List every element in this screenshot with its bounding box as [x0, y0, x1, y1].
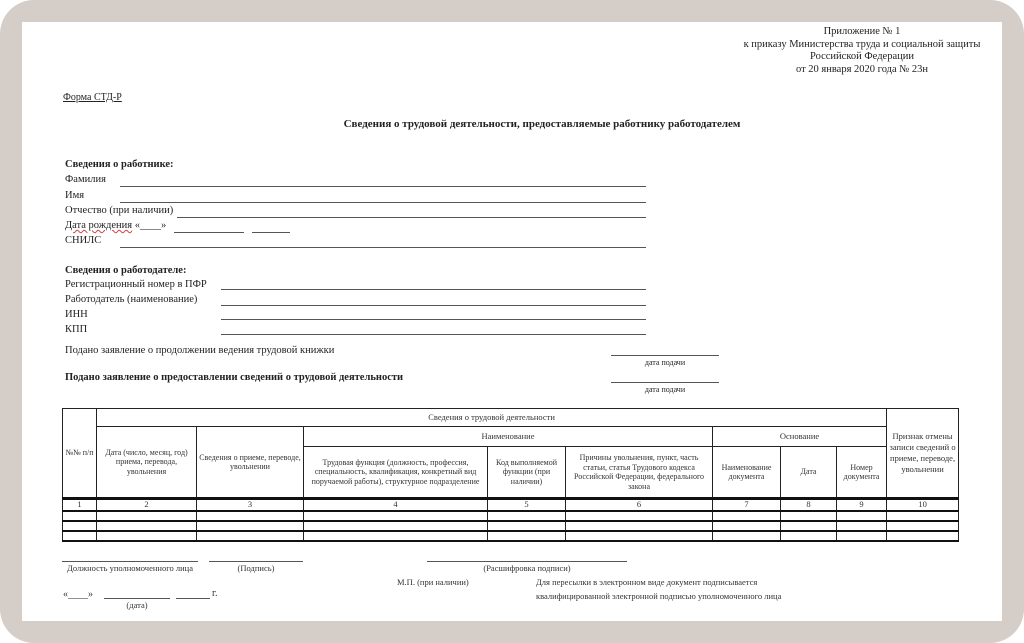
signature-field[interactable] — [209, 561, 303, 562]
col-index-9: 9 — [837, 499, 887, 511]
birthdate-day[interactable]: «____» — [134, 220, 167, 231]
document-title: Сведения о трудовой деятельности, предоставляемые работнику работодателем — [343, 118, 741, 130]
provide-info-date-caption: дата подачи — [644, 385, 686, 394]
signature-decoding-field[interactable] — [427, 561, 627, 562]
col-index-6: 6 — [566, 499, 713, 511]
employer-name-field[interactable] — [221, 305, 646, 306]
electronic-note-line-1: Для пересылки в электронном виде документ подписывается — [536, 577, 758, 587]
header-col-cancel: Признак отмены записи сведений о приеме, переводе, увольнении — [887, 409, 959, 499]
birthdate-year-field[interactable] — [252, 232, 290, 233]
col-index-7: 7 — [713, 499, 781, 511]
sign-date-caption: (дата) — [126, 600, 148, 610]
employer-name-label: Работодатель (наименование) — [65, 294, 198, 305]
inn-label: ИНН — [65, 309, 88, 320]
stamp-caption: М.П. (при наличии) — [397, 577, 469, 587]
table-row[interactable] — [63, 511, 959, 521]
employer-heading: Сведения о работодателе: — [65, 265, 187, 276]
appendix-line-2: к приказу Министерства труда и социальной защиты — [743, 38, 981, 50]
position-field[interactable] — [62, 561, 198, 562]
col-index-8: 8 — [781, 499, 837, 511]
sign-date-month-field[interactable] — [104, 598, 170, 599]
appendix-line-3: Российской Федерации — [810, 51, 914, 62]
provide-info-statement: Подано заявление о предоставлении сведений о трудовой деятельности — [65, 372, 404, 383]
patronymic-field[interactable] — [177, 217, 646, 218]
col-index-4: 4 — [304, 499, 488, 511]
pfr-label: Регистрационный номер в ПФР — [65, 279, 207, 290]
form-code: Форма СТД-Р — [63, 92, 122, 103]
appendix-header — [712, 26, 1012, 76]
header-group-basis: Основание — [713, 427, 887, 447]
inn-field[interactable] — [221, 319, 646, 320]
kpp-label: КПП — [65, 324, 88, 335]
appendix-line-4: от 20 января 2020 года № 23н — [795, 63, 929, 75]
appendix-line-1: Приложение № 1 — [823, 26, 901, 37]
header-group-naming: Наименование — [304, 427, 713, 447]
sign-date-day[interactable]: «____» — [63, 589, 93, 600]
continue-book-statement: Подано заявление о продолжении ведения трудовой книжки — [65, 345, 335, 356]
pfr-field[interactable] — [221, 289, 646, 290]
year-suffix: г. — [212, 588, 218, 599]
kpp-field[interactable] — [221, 334, 646, 335]
column-number-row — [63, 499, 959, 511]
patronymic-label: Отчество (при наличии) — [65, 205, 174, 216]
employment-records-table — [62, 408, 959, 542]
header-col-doc-number: Номер документа — [837, 447, 887, 499]
col-index-10: 10 — [887, 499, 959, 511]
header-col-code: Код выполняемой функции (при наличии) — [488, 447, 566, 499]
surname-label: Фамилия — [65, 174, 106, 185]
continue-book-date-caption: дата подачи — [644, 358, 686, 367]
header-col-date: Дата (число, месяц, год) приема, перевода, увольнения — [97, 427, 197, 499]
snils-label: СНИЛС — [65, 235, 102, 246]
employee-heading: Сведения о работнике: — [65, 159, 174, 170]
name-label: Имя — [65, 190, 85, 201]
table-row[interactable] — [63, 531, 959, 541]
provide-info-date-field[interactable] — [611, 382, 719, 383]
header-col-reason: Причины увольнения, пункт, часть статьи, статья Трудового кодекса Российской Федерации, федерального закона — [566, 447, 713, 499]
table-row[interactable] — [63, 521, 959, 531]
header-col-info: Сведения о приеме, переводе, увольнении — [197, 427, 304, 499]
position-caption: Должность уполномоченного лица — [67, 563, 193, 573]
birthdate-row — [65, 220, 166, 231]
continue-book-date-field[interactable] — [611, 355, 719, 356]
header-col-number: №№ п/п — [63, 409, 97, 499]
col-index-3: 3 — [197, 499, 304, 511]
birthdate-month-field[interactable] — [174, 232, 244, 233]
document-page — [22, 22, 1002, 621]
electronic-note-line-2: квалифицированной электронной подписью уполномоченного лица — [536, 591, 782, 601]
name-field[interactable] — [120, 202, 646, 203]
header-group-employment: Сведения о трудовой деятельности — [97, 409, 887, 427]
sign-date-year-field[interactable] — [176, 598, 210, 599]
header-col-function: Трудовая функция (должность, профессия, специальность, квалификация, конкретный вид поручаемой работы), структурное подразделение — [304, 447, 488, 499]
header-col-doc-name: Наименование документа — [713, 447, 781, 499]
col-index-5: 5 — [488, 499, 566, 511]
header-col-doc-date: Дата — [781, 447, 837, 499]
signature-decoding-caption: (Расшифровка подписи) — [483, 563, 571, 573]
birthdate-label: Дата рождения — [65, 220, 133, 231]
col-index-2: 2 — [97, 499, 197, 511]
snils-field[interactable] — [120, 247, 646, 248]
col-index-1: 1 — [63, 499, 97, 511]
signature-caption: (Подпись) — [237, 563, 275, 573]
surname-field[interactable] — [120, 186, 646, 187]
